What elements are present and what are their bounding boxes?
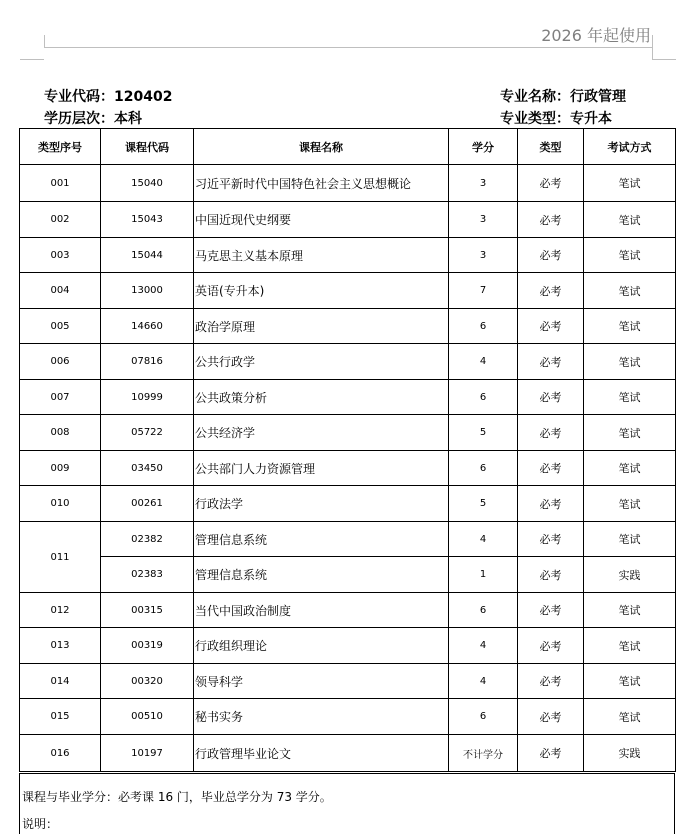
cell-seq: 012 (20, 593, 101, 628)
cell-type: 必考 (518, 593, 584, 628)
cell-name: 公共行政学 (194, 344, 449, 380)
cell-exam: 笔试 (584, 273, 676, 309)
table-row (20, 593, 676, 628)
corner-mark-left-h (20, 59, 44, 60)
cell-seq: 011 (20, 522, 101, 593)
cell-seq: 009 (20, 451, 101, 486)
cell-seq: 005 (20, 309, 101, 344)
cell-seq: 015 (20, 699, 101, 735)
cell-name: 行政法学 (194, 486, 449, 522)
cell-code: 03450 (101, 451, 194, 486)
table-row (20, 344, 676, 380)
header-credit: 学分 (449, 129, 518, 165)
credit-summary: 课程与毕业学分：必考课 16 门，毕业总学分为 73 学分。 (22, 790, 332, 804)
cell-credit: 6 (449, 593, 518, 628)
cell-type: 必考 (518, 522, 584, 557)
header-exam: 考试方式 (584, 129, 676, 165)
table-row (20, 238, 676, 273)
cell-credit: 3 (449, 202, 518, 238)
education-level (44, 108, 142, 128)
cell-type: 必考 (518, 344, 584, 380)
cell-credit: 6 (449, 451, 518, 486)
cell-credit: 4 (449, 522, 518, 557)
cell-code: 07816 (101, 344, 194, 380)
header-rule (44, 47, 652, 48)
cell-type: 必考 (518, 309, 584, 344)
cell-exam: 笔试 (584, 415, 676, 451)
table-row (20, 699, 676, 735)
cell-code: 00319 (101, 628, 194, 664)
header-code: 课程代码 (101, 129, 194, 165)
table-row (20, 557, 676, 593)
cell-credit: 5 (449, 415, 518, 451)
major-code-value: 120402 (114, 89, 173, 105)
cell-type: 必考 (518, 415, 584, 451)
major-code (44, 86, 172, 106)
cell-exam: 笔试 (584, 451, 676, 486)
cell-name: 行政组织理论 (194, 628, 449, 664)
cell-seq: 001 (20, 165, 101, 202)
corner-mark-left (44, 35, 45, 47)
cell-type: 必考 (518, 451, 584, 486)
cell-credit: 3 (449, 165, 518, 202)
cell-type: 必考 (518, 273, 584, 309)
cell-credit: 6 (449, 309, 518, 344)
cell-exam: 笔试 (584, 309, 676, 344)
corner-mark-right (652, 35, 653, 59)
cell-credit: 6 (449, 699, 518, 735)
cell-type: 必考 (518, 699, 584, 735)
cell-exam: 笔试 (584, 380, 676, 415)
cell-credit: 不计学分 (449, 735, 518, 772)
cell-type: 必考 (518, 486, 584, 522)
cell-exam: 笔试 (584, 664, 676, 699)
cell-code: 00315 (101, 593, 194, 628)
cell-exam: 笔试 (584, 699, 676, 735)
cell-code: 13000 (101, 273, 194, 309)
cell-credit: 1 (449, 557, 518, 593)
cell-seq: 006 (20, 344, 101, 380)
notes-label: 说明： (22, 817, 59, 831)
cell-exam: 笔试 (584, 486, 676, 522)
table-body (20, 165, 676, 772)
cell-code: 10999 (101, 380, 194, 415)
cell-name: 公共政策分析 (194, 380, 449, 415)
cell-seq: 004 (20, 273, 101, 309)
table-row (20, 202, 676, 238)
cell-code: 05722 (101, 415, 194, 451)
cell-code: 00510 (101, 699, 194, 735)
header-type: 类型 (518, 129, 584, 165)
cell-code: 14660 (101, 309, 194, 344)
major-type-value: 专升本 (570, 111, 612, 127)
cell-credit: 4 (449, 664, 518, 699)
course-table (19, 128, 676, 772)
major-code-label: 专业代码： (44, 89, 114, 105)
cell-credit: 5 (449, 486, 518, 522)
cell-name: 习近平新时代中国特色社会主义思想概论 (194, 165, 449, 202)
table-row (20, 522, 676, 557)
cell-code: 02382 (101, 522, 194, 557)
header-seq: 类型序号 (20, 129, 101, 165)
cell-seq: 002 (20, 202, 101, 238)
cell-name: 马克思主义基本原理 (194, 238, 449, 273)
major-name-value: 行政管理 (570, 89, 626, 105)
table-row (20, 309, 676, 344)
cell-exam: 笔试 (584, 593, 676, 628)
major-type-label: 专业类型： (500, 111, 570, 127)
major-type (500, 108, 612, 128)
cell-seq: 010 (20, 486, 101, 522)
table-row (20, 380, 676, 415)
cell-type: 必考 (518, 557, 584, 593)
table-row (20, 273, 676, 309)
cell-name: 领导科学 (194, 664, 449, 699)
cell-name: 公共经济学 (194, 415, 449, 451)
cell-exam: 笔试 (584, 238, 676, 273)
cell-credit: 6 (449, 380, 518, 415)
table-row (20, 451, 676, 486)
cell-type: 必考 (518, 238, 584, 273)
table-row (20, 735, 676, 772)
table-row (20, 486, 676, 522)
cell-seq: 016 (20, 735, 101, 772)
major-name-label: 专业名称： (500, 89, 570, 105)
cell-code: 15044 (101, 238, 194, 273)
cell-code: 15040 (101, 165, 194, 202)
cell-exam: 笔试 (584, 165, 676, 202)
cell-type: 必考 (518, 202, 584, 238)
corner-mark-right-h (652, 59, 676, 60)
table-header-row (20, 129, 676, 165)
cell-code: 00320 (101, 664, 194, 699)
major-name (500, 86, 626, 106)
cell-type: 必考 (518, 628, 584, 664)
education-level-label: 学历层次： (44, 111, 114, 127)
cell-name: 政治学原理 (194, 309, 449, 344)
cell-code: 15043 (101, 202, 194, 238)
cell-credit: 3 (449, 238, 518, 273)
cell-name: 公共部门人力资源管理 (194, 451, 449, 486)
cell-code: 02383 (101, 557, 194, 593)
cell-exam: 实践 (584, 557, 676, 593)
footer-notes (19, 773, 675, 834)
cell-type: 必考 (518, 664, 584, 699)
year-note: 2026 年起使用 (541, 26, 651, 45)
cell-seq: 013 (20, 628, 101, 664)
cell-code: 00261 (101, 486, 194, 522)
cell-exam: 笔试 (584, 202, 676, 238)
cell-name: 管理信息系统 (194, 522, 449, 557)
table-row (20, 664, 676, 699)
table-row (20, 628, 676, 664)
cell-exam: 实践 (584, 735, 676, 772)
cell-credit: 4 (449, 628, 518, 664)
table-row (20, 415, 676, 451)
cell-exam: 笔试 (584, 344, 676, 380)
cell-name: 中国近现代史纲要 (194, 202, 449, 238)
cell-name: 管理信息系统 (194, 557, 449, 593)
cell-type: 必考 (518, 735, 584, 772)
cell-name: 英语(专升本) (194, 273, 449, 309)
cell-seq: 008 (20, 415, 101, 451)
table-row (20, 165, 676, 202)
education-level-value: 本科 (114, 111, 142, 127)
header-name: 课程名称 (194, 129, 449, 165)
cell-seq: 003 (20, 238, 101, 273)
cell-type: 必考 (518, 165, 584, 202)
cell-type: 必考 (518, 380, 584, 415)
cell-exam: 笔试 (584, 522, 676, 557)
cell-exam: 笔试 (584, 628, 676, 664)
cell-name: 秘书实务 (194, 699, 449, 735)
cell-seq: 014 (20, 664, 101, 699)
cell-credit: 4 (449, 344, 518, 380)
cell-name: 行政管理毕业论文 (194, 735, 449, 772)
cell-code: 10197 (101, 735, 194, 772)
cell-name: 当代中国政治制度 (194, 593, 449, 628)
cell-credit: 7 (449, 273, 518, 309)
cell-seq: 007 (20, 380, 101, 415)
